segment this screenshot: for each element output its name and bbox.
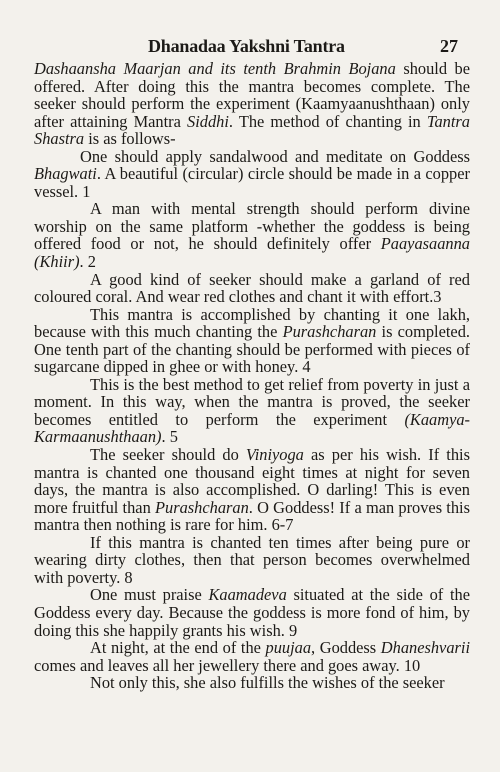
paragraph <box>34 60 470 148</box>
text-segment: . 2 <box>79 252 96 272</box>
italic-term: (Kaamya-Karmaanushthaan) <box>34 409 470 447</box>
text-segment: The seeker should do <box>90 445 246 465</box>
text-segment: This is the best method to get relief from poverty in just a moment. In this way, when the mantra is proved, the seeker becomes entitled to perform the experiment <box>34 374 470 429</box>
italic-term: Bhagwati <box>34 164 97 184</box>
text-segment: . The method of chanting in <box>228 111 427 131</box>
paragraph <box>34 534 470 587</box>
text-segment: Not only this, she also fulfills the wishes of the seeker <box>90 673 445 693</box>
book-title: Dhanadaa Yakshni Tantra <box>148 36 345 56</box>
paragraph <box>34 271 470 306</box>
italic-term: Siddhi <box>187 111 229 131</box>
paragraph <box>34 446 470 534</box>
italic-term: Purashcharan <box>155 497 249 517</box>
italic-term: Viniyoga <box>245 445 304 465</box>
text-segment: comes and leaves all her jewellery there and goes away. 10 <box>34 655 421 675</box>
text-segment: situated at the side of the Goddess every day. Because the goddess is more fond of him, by doing this she happily grants his wish. 9 <box>34 585 470 640</box>
text-segment: as per his wish. If this mantra is chanted one thousand eight times at night for seven days, the mantra is also accomplished. O darling! This is even more fruitful than <box>34 445 470 517</box>
italic-term: Purashcharan <box>282 322 377 342</box>
text-segment: One must praise <box>90 585 209 605</box>
italic-term: Paayasaanna (Khiir) <box>34 234 470 272</box>
text-segment: , Goddess <box>311 638 381 658</box>
italic-term: puujaa <box>265 638 312 658</box>
paragraph <box>34 586 470 639</box>
text-segment: At night, at the end of the <box>90 638 266 658</box>
text-segment: . O Goddess! If a man proves this mantra then nothing is rare for him. 6-7 <box>34 497 470 535</box>
text-segment: A good kind of seeker should make a garland of red coloured coral. And wear red clothes and chant it with effort.3 <box>34 269 470 307</box>
text-segment: is as follows- <box>84 129 176 149</box>
page-number: 27 <box>440 36 458 56</box>
italic-term: Dashaansha Maarjan and its tenth Brahmin Bojana <box>34 59 396 78</box>
paragraph <box>34 200 470 270</box>
body-text <box>34 60 470 692</box>
text-segment: A man with mental strength should perform divine worship on the same platform -whether the goddess is being offered food or not, he should definitely offer <box>34 199 470 254</box>
paragraph <box>34 148 470 201</box>
text-segment: . A beautiful (circular) circle should be made in a copper vessel. 1 <box>34 164 470 201</box>
italic-term: Kaamadeva <box>208 585 287 605</box>
text-segment: This mantra is accomplished by chanting it one lakh, because with this much chanting the <box>34 304 470 342</box>
text-segment: One should apply sandalwood and meditate on Goddess <box>80 146 470 166</box>
text-segment: If this mantra is chanted ten times after being pure or wearing dirty clothes, then that person becomes overwhelmed with poverty. 8 <box>34 532 470 587</box>
page-header <box>0 36 500 58</box>
paragraph <box>34 376 470 446</box>
text-segment: . 5 <box>161 427 178 447</box>
text-segment: is completed. One tenth part of the chanting should be performed with pieces of sugarcane dipped in ghee or with honey. 4 <box>34 322 471 377</box>
paragraph <box>34 674 470 692</box>
italic-term: Dhaneshvarii <box>380 638 471 658</box>
italic-term: Tantra Shastra <box>34 111 470 149</box>
text-segment: should be offered. After doing this the mantra becomes complete. The seeker should perform the experiment (Kaamyaanushthaan) only after attaining Mantra <box>34 59 470 131</box>
paragraph <box>34 306 470 376</box>
paragraph <box>34 639 470 674</box>
